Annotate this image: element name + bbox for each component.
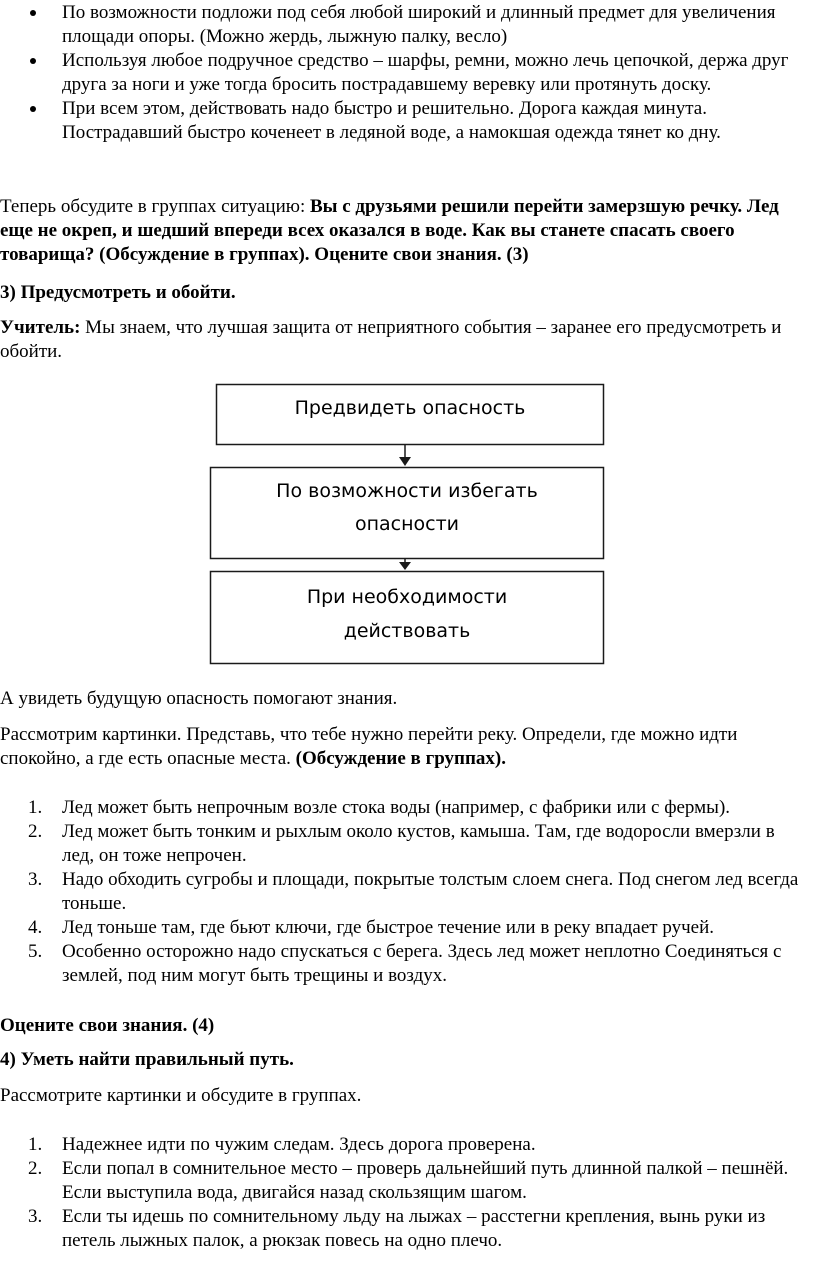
section-3-heading: 3) Предусмотреть и обойти. bbox=[0, 282, 236, 303]
flowchart-box-2-line-2: опасности bbox=[354, 513, 460, 535]
list-item: 1. Лед может быть непрочным возле стока воды (например, с фабрики или с фермы). bbox=[28, 797, 731, 818]
teacher-label: Учитель: bbox=[0, 317, 81, 338]
teacher-text: Мы знаем, что лучшая защита от неприятного события – заранее его предусмотреть и обойти. bbox=[0, 317, 782, 362]
list-item: 1. Надежнее идти по чужим следам. Здесь дорога проверена. bbox=[28, 1134, 536, 1155]
list-item: 3. Надо обходить сугробы и площади, покрытые толстым слоем снега. Под снегом лед всегда тоньше. bbox=[28, 869, 799, 914]
arrow-down-icon bbox=[399, 562, 411, 570]
flowchart-box-3-line-1: При необходимости bbox=[306, 586, 508, 608]
pictures-intro: Рассмотрим картинки. Представь, что тебе нужно перейти реку. Определи, где можно идти спокойно, а где есть опасные места. (Обсуждение в группах). bbox=[0, 724, 738, 769]
section-4-intro: Рассмотрите картинки и обсудите в группах. bbox=[0, 1085, 362, 1106]
flowchart-box-3-line-2: действовать bbox=[343, 620, 471, 642]
situation-prefix: Теперь обсудите в группах ситуацию: bbox=[0, 196, 310, 217]
list-item: По возможности подложи под себя любой широкий и длинный предмет для увеличения площади опоры. (Можно жердь, лыжную палку, весло) bbox=[0, 1, 800, 49]
arrow-down-icon bbox=[399, 457, 411, 466]
knowledge-line: А увидеть будущую опасность помогают знания. bbox=[0, 688, 398, 709]
list-item: 5. Особенно осторожно надо спускаться с берега. Здесь лед может неплотно Соединяться с землей, под ним могут быть трещины и воздух. bbox=[28, 941, 782, 986]
list-item: Используя любое подручное средство – шарфы, ремни, можно лечь цепочкой, держа друг друга за ноги и уже тогда бросить пострадавшему веревку или протянуть доску. bbox=[0, 49, 800, 97]
section-4-heading: 4) Уметь найти правильный путь. bbox=[0, 1049, 294, 1070]
flowchart-box-1-text: Предвидеть опасность bbox=[294, 397, 526, 419]
flowchart-box-2-line-1: По возможности избегать bbox=[276, 480, 538, 502]
list-item: 2. Если попал в сомнительное место – проверь дальнейший путь длинной палкой – пешнёй. Если выступила вода, двигайся назад скользящим шагом. bbox=[28, 1158, 789, 1203]
list-item: 3. Если ты идешь по сомнительному льду на лыжах – расстегни крепления, вынь руки из петель лыжных палок, а рюкзак повесь на одно плечо. bbox=[28, 1206, 766, 1251]
assess-knowledge-4: Оцените свои знания. (4) bbox=[0, 1015, 215, 1036]
situation-question: Вы с друзьями решили перейти замерзшую речку. Лед еще не окреп, и шедший впереди всех оказался в воде. Как вы станете спасать своего товарища? (Обсуждение в группах). Оцените свои знания. (3) bbox=[0, 196, 779, 265]
list-item: 2. Лед может быть тонким и рыхлым около кустов, камыша. Там, где водоросли вмерзли в лед, он тоже непрочен. bbox=[28, 821, 775, 866]
list-item: 4. Лед тоньше там, где бьют ключи, где быстрое течение или в реку впадает ручей. bbox=[28, 917, 715, 938]
list-item: При всем этом, действовать надо быстро и решительно. Дорога каждая минута. Пострадавший быстро коченеет в ледяной воде, а намокшая одежда тянет ко дну. bbox=[0, 97, 800, 145]
